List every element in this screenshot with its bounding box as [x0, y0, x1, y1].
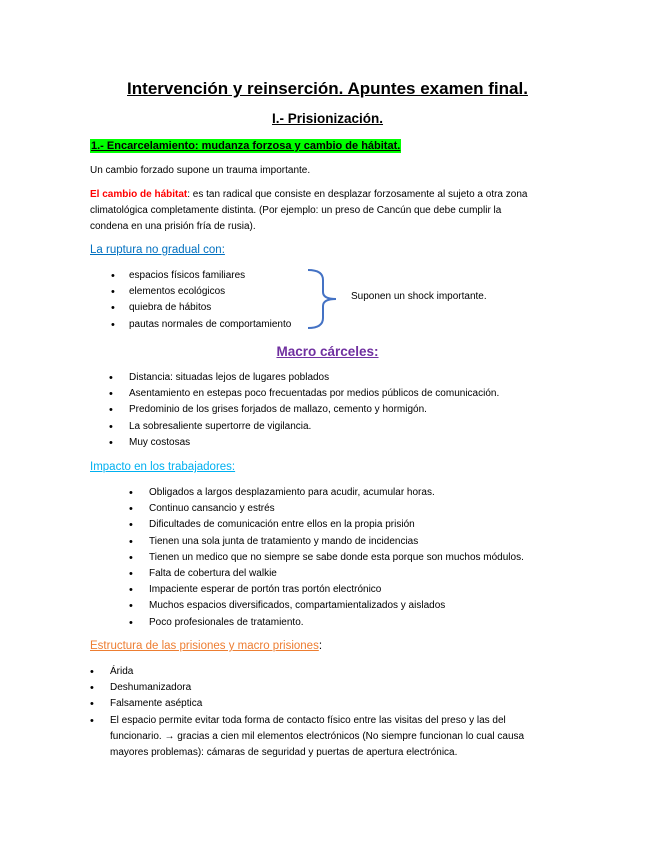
- paragraph-cambio-forzado: Un cambio forzado supone un trauma importante.: [90, 165, 311, 176]
- list-item: • Muchos espacios diversificados, compartamientalizados y aislados: [149, 598, 524, 614]
- label-cambio-habitat: El cambio de hábitat: [90, 189, 188, 200]
- section-title-prisionizacion: I.- Prisionización.: [271, 111, 384, 126]
- list-item: • Árida: [110, 664, 506, 680]
- list-item: • quiebra de hábitos: [129, 300, 291, 316]
- curly-brace-icon: [306, 268, 340, 330]
- list-item: • Obligados a largos desplazamiento para acudir, acumular horas.: [149, 485, 524, 501]
- estructura-last-line2: funcionario. → gracias a cien mil elementos electrónicos (No siempre funcionan lo cual causa: [110, 731, 525, 742]
- heading-estructura: Estructura de las prisiones y macro prisiones: [90, 640, 319, 652]
- list-ruptura: [129, 268, 291, 333]
- list-item: • Tienen un medico que no siempre se sabe donde esta porque son muchos módulos.: [149, 550, 524, 566]
- list-item: • La sobresaliente supertorre de vigilancia.: [129, 419, 499, 435]
- list-item: • Asentamiento en estepas poco frecuentadas por medios públicos de comunicación.: [129, 386, 499, 402]
- list-item: • Falsamente aséptica: [110, 696, 506, 712]
- list-item: • Predominio de los grises forjados de mallazo, cemento y hormigón.: [129, 402, 499, 418]
- heading-impacto-trabajadores: Impacto en los trabajadores:: [90, 461, 236, 473]
- list-item: • Dificultades de comunicación entre ellos en la propia prisión: [149, 517, 524, 533]
- heading-estructura-line: [90, 640, 322, 652]
- estructura-last-line3: mayores problemas): cámaras de seguridad y puertas de apertura electrónica.: [110, 747, 458, 758]
- shock-note: Suponen un shock importante.: [351, 291, 487, 302]
- paragraph-cambio-habitat-line3: condena en una prisión fría de rusia).: [90, 221, 256, 232]
- list-item: • Deshumanizadora: [110, 680, 506, 696]
- list-item: [110, 713, 506, 729]
- list-estructura: [110, 664, 506, 729]
- list-item: • Continuo cansancio y estrés: [149, 501, 524, 517]
- paragraph-cambio-habitat-line1: [90, 187, 527, 203]
- document-title: Intervención y reinserción. Apuntes examen final.: [127, 79, 528, 98]
- text-cambio-habitat: : es tan radical que consiste en desplazar forzosamente al sujeto a otra zona: [187, 189, 528, 200]
- heading-encarcelamiento: 1.- Encarcelamiento: mudanza forzosa y cambio de hábitat.: [91, 140, 401, 152]
- list-item: • Muy costosas: [129, 435, 499, 451]
- list-item: • espacios físicos familiares: [129, 268, 291, 284]
- heading-macro-carceles: Macro cárceles:: [276, 344, 379, 359]
- list-item: • pautas normales de comportamiento: [129, 317, 291, 333]
- heading-estructura-colon: :: [318, 640, 323, 652]
- heading-ruptura: La ruptura no gradual con:: [90, 244, 225, 256]
- list-impacto: [149, 485, 524, 631]
- list-macro-carceles: [129, 370, 499, 451]
- list-item: • Tienen una sola junta de tratamiento y mando de incidencias: [149, 534, 524, 550]
- estructura-last-line1: El espacio permite evitar toda forma de contacto físico entre las visitas del preso y las del: [110, 714, 506, 726]
- list-item: • Poco profesionales de tratamiento.: [149, 615, 524, 631]
- list-item: • Falta de cobertura del walkie: [149, 566, 524, 582]
- list-item: • elementos ecológicos: [129, 284, 291, 300]
- list-item: • Distancia: situadas lejos de lugares poblados: [129, 370, 499, 386]
- list-item: • Impaciente esperar de portón tras portón electrónico: [149, 582, 524, 598]
- paragraph-cambio-habitat-line2: climatológica completamente distinta. (Por ejemplo: un preso de Cancún que debe cumplir la: [90, 205, 502, 216]
